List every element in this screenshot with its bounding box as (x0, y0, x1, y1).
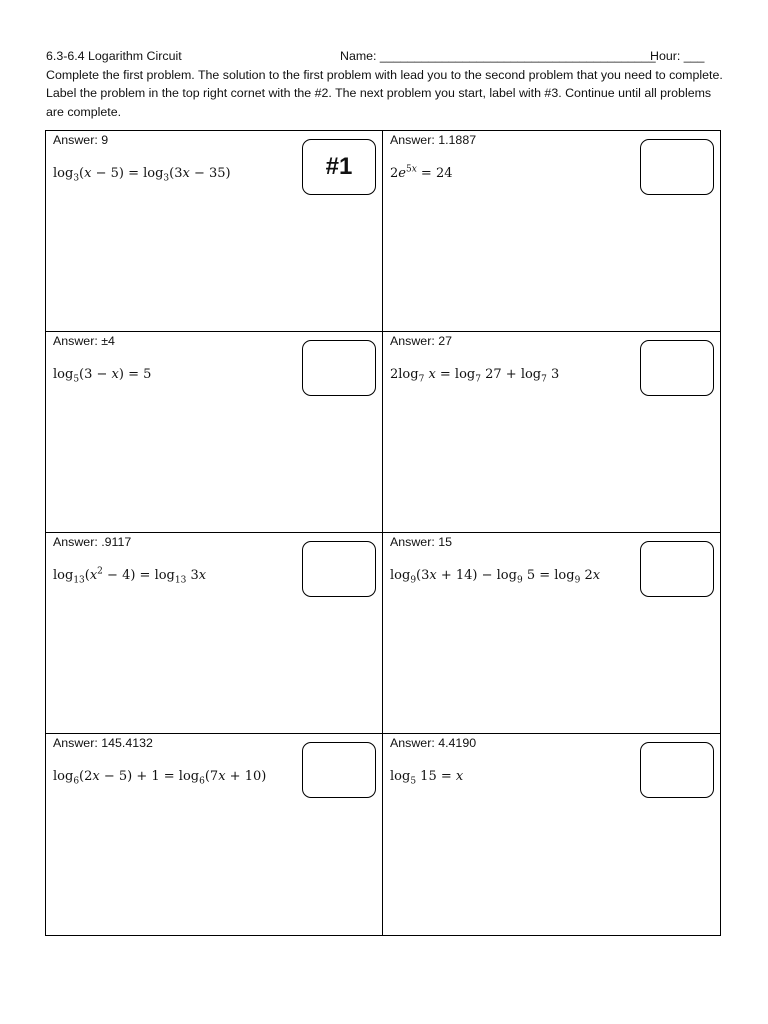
problem-cell (46, 533, 383, 734)
problem-equation (53, 566, 207, 586)
problem-equation (53, 166, 231, 184)
equation-text: 15 = 𝑥 (416, 769, 464, 784)
subscript: 9 (574, 575, 581, 586)
equation-text: (3𝑥 + 14) − log (416, 568, 517, 583)
problem-label-box[interactable] (302, 742, 376, 798)
equation-text: 2𝑥 (580, 568, 601, 583)
problem-label-box[interactable] (640, 742, 714, 798)
answer-text: Answer: 9 (53, 133, 109, 147)
worksheet-header (46, 47, 726, 121)
subscript: 3 (73, 173, 80, 184)
equation-text: (𝑥 − 5) = log (79, 166, 164, 181)
subscript: 7 (418, 374, 425, 385)
equation-text: (2𝑥 − 5) + 1 = log (79, 769, 200, 784)
equation-text: 𝑥 = log (424, 367, 476, 382)
problem-cell (46, 131, 383, 332)
problem-cell (383, 332, 720, 533)
problem-equation (53, 769, 267, 787)
equation-text: (7𝑥 + 10) (204, 769, 267, 784)
header-line (46, 47, 726, 66)
answer-text: Answer: 1.1887 (390, 133, 477, 147)
equation-text: = 24 (416, 166, 453, 181)
worksheet-title: 6.3-6.4 Logarithm Circuit (46, 49, 182, 63)
equation-text: 27 + log (480, 367, 542, 382)
subscript: 5 (73, 374, 80, 385)
problem-label-box[interactable] (302, 340, 376, 396)
problem-label-box[interactable]: #1 (302, 139, 376, 195)
equation-text: 2log (390, 367, 419, 382)
subscript: 7 (541, 374, 547, 385)
answer-text: Answer: 4.4190 (390, 736, 477, 750)
name-field[interactable]: Name: ________________________________________ (340, 49, 656, 63)
subscript: 13 (73, 575, 85, 586)
answer-text: Answer: 15 (390, 535, 452, 549)
subscript: 5 (410, 776, 417, 787)
instructions: Complete the first problem. The solution to the first problem with lead you to the second problem that you need to complete. Label the problem in the top right cornet with the #2. The next problem you start, label with #3. Continue until all problems are complete. (46, 67, 723, 119)
subscript: 6 (73, 776, 80, 787)
subscript: 9 (410, 575, 417, 586)
equation-text: 3 (546, 367, 560, 382)
equation-text: 2𝑒 (390, 166, 406, 181)
answer-text: Answer: 145.4132 (53, 736, 153, 750)
equation-text: 5 = log (522, 568, 575, 583)
equation-text: (3𝑥 − 35) (169, 166, 231, 181)
problem-label-box[interactable] (302, 541, 376, 597)
problem-cell (46, 734, 383, 935)
problem-grid (45, 130, 721, 936)
problem-cell (383, 533, 720, 734)
equation-text: (3 − 𝑥) = 5 (79, 367, 152, 382)
problem-label-box[interactable] (640, 340, 714, 396)
problem-label-box[interactable] (640, 139, 714, 195)
subscript: 6 (199, 776, 205, 787)
subscript: 3 (163, 173, 170, 184)
answer-text: Answer: ±4 (53, 334, 115, 348)
equation-text: − 4) = log (102, 568, 175, 583)
equation-text: log (53, 568, 74, 583)
problem-equation (53, 367, 152, 385)
equation-text: 3𝑥 (186, 568, 207, 583)
subscript: 13 (174, 575, 187, 586)
problem-equation (390, 367, 560, 385)
problem-cell (383, 131, 720, 332)
equation-text: log (53, 769, 74, 784)
equation-text: log (53, 367, 74, 382)
equation-text: (𝑥 (84, 568, 98, 583)
equation-text: log (390, 769, 411, 784)
problem-equation (390, 568, 601, 586)
problem-cell (383, 734, 720, 935)
hour-field[interactable]: Hour: ___ (650, 49, 705, 63)
problem-equation (390, 166, 452, 181)
answer-text: Answer: .9117 (53, 535, 132, 549)
superscript: 5𝑥 (405, 164, 417, 175)
superscript: 2 (97, 566, 103, 577)
answer-text: Answer: 27 (390, 334, 452, 348)
problem-equation (390, 769, 464, 787)
equation-text: log (53, 166, 74, 181)
problem-label-box[interactable] (640, 541, 714, 597)
problem-cell (46, 332, 383, 533)
subscript: 7 (475, 374, 481, 385)
subscript: 9 (516, 575, 523, 586)
equation-text: log (390, 568, 411, 583)
